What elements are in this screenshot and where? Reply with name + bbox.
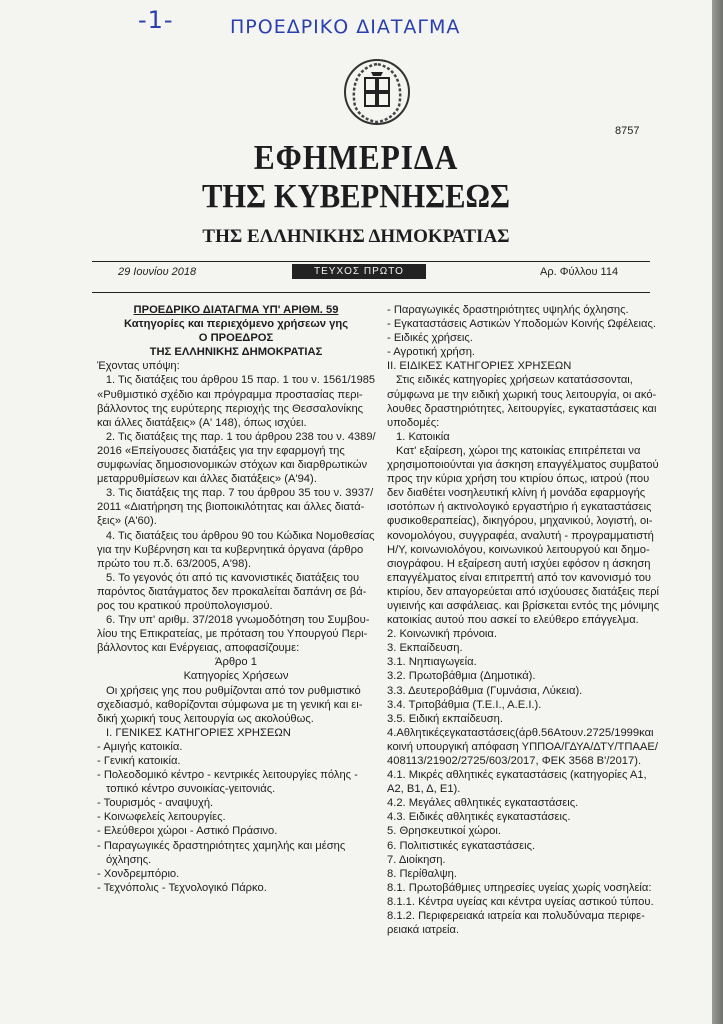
text-line: 3.5. Ειδική εκπαίδευση. [387,712,504,725]
text-line: υγιεινής και ασφάλειας. και βρίσκεται εντός της μόνιμης [387,599,660,612]
text-line: 5. Θρησκευτικοί χώροι. [387,825,501,838]
text-line: 2011 «Διατήρηση της βιοποικιλότητας και άλλες διατά- [97,501,365,514]
text-line: «Ρυθμιστικό σχέδιο και πρόγραμμα προστασίας περι- [97,388,363,401]
text-line: 4.2. Μεγάλες αθλητικές εγκαταστάσεις. [387,797,579,810]
text-line: Κατηγορίες και περιεχόμενο χρήσεων γης [123,318,349,331]
gazette-subtitle: ΤΗΣ ΚΥΒΕΡΝΗΣΕΩΣ [201,178,511,215]
text-line: - Αγροτική χρήση. [387,346,476,359]
text-line: σχεδιασμό, καθορίζονται σύμφωνα με τη γενική και ει- [97,698,363,711]
right-column [387,303,659,937]
text-line: - Τουρισμός - αναψυχή. [97,797,214,810]
header-rule-top [92,261,650,262]
text-line: 7. Διοίκηση. [387,853,446,866]
text-line: - Κοινωφελείς λειτουργίες. [97,811,226,824]
handwritten-title: ΠΡΟΕΔΡΙΚΟ ΔΙΑΤΑΓΜΑ [230,16,461,38]
text-line: υποδομές: [387,416,440,429]
text-line: - Παραγωγικές δραστηριότητες υψηλής όχλησης. [387,304,629,316]
header-rule-bottom [92,292,650,293]
text-line: 3. Τις διατάξεις της παρ. 7 του άρθρου 35 του ν. 3937/ [106,487,374,500]
page-number: 8757 [615,125,640,137]
text-line: ΠΡΟΕΔΡΙΚΟ ΔΙΑΤΑΓΜΑ ΥΠ' ΑΡΙΘΜ. 59 [133,304,339,316]
page-edge [712,0,723,1024]
text-line: - Πολεοδομικό κέντρο - κεντρικές λειτουργίες πόλης - [97,769,358,782]
text-line: ρος του κρατικού προϋπολογισμού. [97,599,273,612]
text-line: 3.1. Νηπιαγωγεία. [387,656,477,669]
text-line: για την Κυβέρνηση και τα κυβερνητικά όργανα (άρθρο [97,543,364,556]
text-line: Ι. ΓΕΝΙΚΕΣ ΚΑΤΗΓΟΡΙΕΣ ΧΡΗΣΕΩΝ [106,726,291,739]
text-line: 6. Την υπ' αριθμ. 37/2018 γνωμοδότηση του Συμβου- [106,614,370,627]
text-line: κονομολόγου, συγγραφέα, αναλυτή - προγραμματιστή [387,529,654,542]
text-line: 3.3. Δευτεροβάθμια (Γυμνάσια, Λύκεια). [387,684,583,697]
text-line: - Ελεύθεροι χώροι - Αστικό Πράσινο. [97,825,278,838]
text-line: - Εγκαταστάσεις Αστικών Υποδομών Κοινής Ωφέλειας. [387,318,656,331]
republic-title: ΤΗΣ ΕΛΛΗΝΙΚΗΣ ΔΗΜΟΚΡΑΤΙΑΣ [202,226,510,247]
text-line: λίου της Επικρατείας, με πρόταση του Υπουργού Περι- [97,628,368,641]
text-line: 3. Εκπαίδευση. [387,642,463,655]
text-line: 1. Τις διατάξεις του άρθρου 15 παρ. 1 του ν. 1561/1985 [105,374,376,387]
text-line: 8. Περίθαλψη. [387,867,457,880]
text-line: 1. Κατοικία [396,430,450,443]
text-line: βάλλοντος και Ενέργειας, αποφασίζουμε: [97,642,300,655]
gazette-title: ΕΦΗΜΕΡΙΔΑ [253,138,459,177]
text-line: - Γενική κατοικία. [97,755,181,767]
text-line: - Ειδικές χρήσεις. [387,332,473,345]
text-line: Κατ' εξαίρεση, χώροι της κατοικίας επιτρέπεται να [396,444,641,457]
text-line: δική χωρική τους λειτουργία ως ακολούθως. [97,712,314,725]
text-line: σιογράφου. Η εξαίρεση αυτή ισχύει εφόσον η άσκηση [387,557,651,570]
text-line: κτιρίου, δεν απαγορεύεται από ισχύουσες διατάξεις περί [387,585,660,598]
text-line: ρειακά ιατρεία. [387,924,460,937]
issue-label: ΤΕΥΧΟΣ ΠΡΩΤΟ [292,264,426,279]
text-line: Ο ΠΡΟΕΔΡΟΣ [198,332,274,345]
text-line: 3.4. Τριτοβάθμια (Τ.Ε.Ι., Α.Ε.Ι.). [387,698,542,711]
text-line: ξεις» (Α'60). [97,515,157,528]
text-line: 8.1. Πρωτοβάθμιες υπηρεσίες υγείας χωρίς νοσηλεία: [387,881,652,894]
text-line: συμφωνίας δημοσιονομικών στόχων και διαρθρωτικών [97,459,368,472]
text-line: μεταρρυθμίσεων και άλλες διατάξεις» (Α'94). [97,473,317,486]
text-line: - Τεχνόπολις - Τεχνολογικό Πάρκο. [97,881,267,894]
text-line: Στις ειδικές κατηγορίες χρήσεων κατατάσσονται, [396,374,633,387]
text-line: - Παραγωγικές δραστηριότητες χαμηλής και μέσης [97,839,346,852]
text-line: και άλλες διατάξεις» (Α' 148), όπως ισχύει. [97,416,307,429]
text-line: Κατηγορίες Χρήσεων [183,670,289,683]
handwritten-number: -1- [138,6,174,34]
text-line: 8.1.1. Κέντρα υγείας και κέντρα υγείας αστικού τύπου. [387,895,654,908]
text-line: 4.3. Ειδικές αθλητικές εγκαταστάσεις. [387,811,571,824]
text-line: Η/Υ, κοινωνιολόγου, κοινωνικού λειτουργού και δημο- [387,543,650,556]
text-line: παρόντος διατάγματος δεν προκαλείται δαπάνη σε βά- [97,585,367,598]
sheet-number: Αρ. Φύλλου 114 [540,266,619,278]
text-line: 4.Αθλητικέςεγκαταστάσεις(άρθ.56Ατουν.2725/1999και [387,726,654,739]
text-line: 2. Κοινωνική πρόνοια. [387,628,497,641]
text-line: ΙΙ. ΕΙΔΙΚΕΣ ΚΑΤΗΓΟΡΙΕΣ ΧΡΗΣΕΩΝ [387,360,572,373]
text-line: λουθες δραστηριότητες, λειτουργίες, εγκαταστάσεις και [387,402,657,415]
text-line: χρησιμοποιούνται για άσκηση επαγγέλματος συμβατού [387,459,659,472]
text-line: 2. Τις διατάξεις της παρ. 1 του άρθρου 238 του ν. 4389/ [105,430,376,443]
text-line: τοπικό κέντρο συνοικίας-γειτονιάς. [106,783,276,796]
greek-coat-of-arms-icon [343,58,411,126]
text-line: 8.1.2. Περιφερειακά ιατρεία και πολυδύναμα περιφε- [387,910,645,923]
text-line: 3.2. Πρωτοβάθμια (Δημοτικά). [387,670,536,683]
text-line: - Χονδρεμπόριο. [97,867,180,880]
text-line: επαγγέλματος είναι επιτρεπτή από τον κανονισμό του [387,571,652,584]
text-line: 408113/21902/2725/603/2017, ΦΕΚ 3568 Β'/2017). [387,755,642,767]
text-line: κοινή υπουργική απόφαση ΥΠΠΟΑ/ΓΔΥΑ/ΔΤΥ/ΤΠΑΑΕ/ [387,740,658,753]
text-line: Α2, Β1, Δ, Ε1). [387,783,461,796]
text-line: δεν διαθέτει νοσηλευτική κλίνη ή μονάδα εφαρμογής [387,487,646,500]
text-line: 6. Πολιτιστικές εγκαταστάσεις. [387,839,536,852]
text-line: 5. Το γεγονός ότι από τις κανονιστικές διατάξεις του [106,571,360,584]
text-line: σύμφωνα με την ειδική χωρική τους λειτουργία, οι ακό- [387,388,657,401]
text-line: Άρθρο 1 [215,656,257,669]
text-line: όχλησης. [106,853,152,866]
text-line: 4. Τις διατάξεις του άρθρου 90 του Κώδικα Νομοθεσίας [105,529,375,542]
text-line: 4.1. Μικρές αθλητικές εγκαταστάσεις (κατηγορίες Α1, [387,769,647,782]
text-line: Οι χρήσεις γης που ρυθμίζονται από τον ρυθμιστικό [106,684,361,697]
text-line: 2016 «Επείγουσες διατάξεις για την εφαρμογή της [97,444,345,457]
text-line: - Αμιγής κατοικία. [97,740,183,753]
text-line: φυσικοθεραπείας), δικηγόρου, μηχανικού, λογιστή, οι- [387,515,653,528]
issue-date: 29 Ιουνίου 2018 [118,266,197,278]
text-line: προς την κύρια χρήση του κτιρίου όπως, ιατρού (που [387,473,650,486]
text-line: Έχοντας υπόψη: [97,360,180,373]
text-line: πρώτο του π.δ. 63/2005, Α'98). [97,557,252,570]
left-column [97,303,375,895]
text-line: κατοικίας αυτού που ασκεί το ελεύθερο επάγγελμα. [387,614,639,627]
text-line: ισοτόπων ή ακτινολογικό εργαστήριο ή εγκαταστάσεις [387,501,652,514]
text-line: ΤΗΣ ΕΛΛΗΝΙΚΗΣ ΔΗΜΟΚΡΑΤΙΑΣ [149,346,323,359]
text-line: βάλλοντος της ευρύτερης περιοχής της Θεσσαλονίκης [97,402,364,415]
